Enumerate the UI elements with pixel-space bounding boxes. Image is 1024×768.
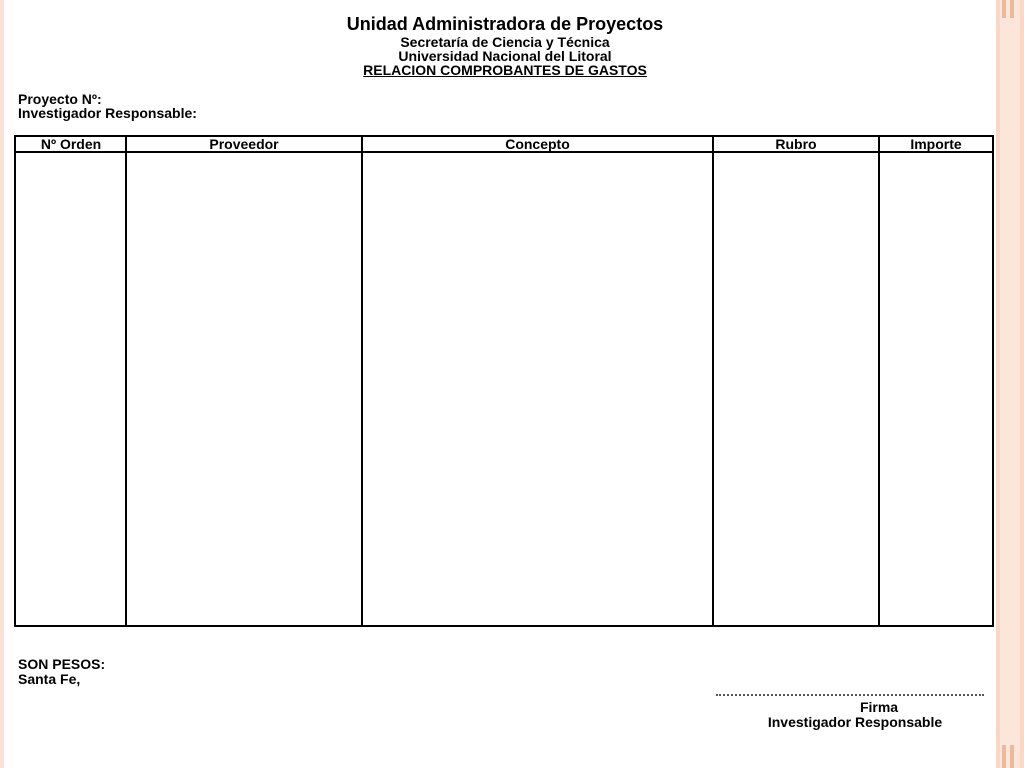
document-subtitle-secretaria: Secretaría de Ciencia y Técnica xyxy=(400,34,610,50)
son-pesos-label: SON PESOS: xyxy=(18,656,106,672)
signature-signer-label: Investigador Responsable xyxy=(767,714,943,730)
signature-firma-label: Firma xyxy=(859,699,899,715)
column-divider-3 xyxy=(712,137,714,625)
column-header-rubro: Rubro xyxy=(775,136,817,152)
expenses-table xyxy=(14,135,994,627)
column-header-orden: Nº Orden xyxy=(40,136,102,152)
left-decorative-edge xyxy=(0,0,4,768)
column-header-importe: Importe xyxy=(910,136,962,152)
right-border-inner xyxy=(1000,0,1020,768)
column-divider-1 xyxy=(125,137,127,625)
document-subtitle-universidad: Universidad Nacional del Litoral xyxy=(398,48,612,64)
santa-fe-label: Santa Fe, xyxy=(18,671,81,687)
document-title: Unidad Administradora de Proyectos xyxy=(346,14,664,34)
column-divider-2 xyxy=(361,137,363,625)
column-divider-4 xyxy=(878,137,880,625)
project-number-label: Proyecto Nº: xyxy=(18,91,102,107)
signature-line xyxy=(716,694,984,696)
border-bar-top-2 xyxy=(1010,0,1014,18)
right-decorative-border xyxy=(996,0,1024,768)
border-bar-bottom-2 xyxy=(1010,745,1014,768)
border-bar-bottom-1 xyxy=(1002,745,1006,768)
document-subtitle-relacion: RELACION COMPROBANTES DE GASTOS xyxy=(363,62,647,78)
column-header-proveedor: Proveedor xyxy=(209,136,279,152)
investigator-label: Investigador Responsable: xyxy=(18,105,197,121)
column-header-concepto: Concepto xyxy=(505,136,570,152)
